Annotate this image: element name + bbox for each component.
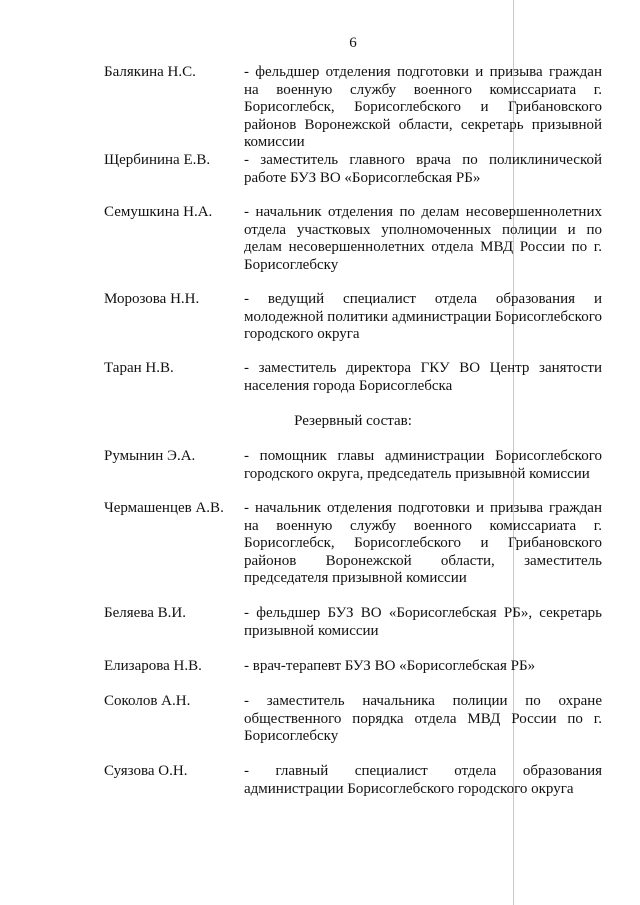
member-name: Беляева В.И. <box>104 605 186 621</box>
member-name: Соколов А.Н. <box>104 693 191 709</box>
member-role: - начальник отделения по делам несовершеннолетних отдела участковых уполномоченных полиции и по делам несовершеннолетних отдела МВД России по г. Борисоглебску <box>244 204 602 273</box>
member-role: - фельдшер отделения подготовки и призыва граждан на военную службу военного комиссариата г. Борисоглебск, Борисоглебского и Грибановского районов Воронежской области, секретарь призывной комиссии <box>244 64 602 150</box>
member-name: Таран Н.В. <box>104 360 174 376</box>
member-role: - врач-терапевт БУЗ ВО «Борисоглебская РБ» <box>244 658 536 674</box>
member-role: - фельдшер БУЗ ВО «Борисоглебская РБ», секретарь призывной комиссии <box>244 605 602 639</box>
member-role: - начальник отделения подготовки и призыва граждан на военную службу военного комиссариата г. Борисоглебск, Борисоглебского и Грибановского районов Воронежской области, заместитель председателя призывной комиссии <box>244 500 602 586</box>
page-number: 6 <box>349 35 357 51</box>
member-name: Балякина Н.С. <box>104 64 196 80</box>
member-name: Румынин Э.А. <box>104 448 196 464</box>
member-role: - заместитель главного врача по поликлинической работе БУЗ ВО «Борисоглебская РБ» <box>244 152 602 186</box>
member-name: Щербинина Е.В. <box>104 152 211 168</box>
member-role: - заместитель директора ГКУ ВО Центр занятости населения города Борисоглебска <box>244 360 602 394</box>
member-name: Елизарова Н.В. <box>104 658 202 674</box>
member-role: - помощник главы администрации Борисоглебского городского округа, председатель призывной комиссии <box>244 448 602 482</box>
member-role: - ведущий специалист отдела образования и молодежной политики администрации Борисоглебского городского округа <box>244 291 602 342</box>
member-name: Чермашенцев А.В. <box>104 500 224 516</box>
member-name: Суязова О.Н. <box>104 763 188 779</box>
member-name: Морозова Н.Н. <box>104 291 200 307</box>
reserve-heading: Резервный состав: <box>294 413 412 429</box>
member-role: - заместитель начальника полиции по охране общественного порядка отдела МВД России по г. Борисоглебску <box>244 693 602 744</box>
member-role: - главный специалист отдела образования администрации Борисоглебского городского округа <box>244 763 602 797</box>
member-name: Семушкина Н.А. <box>104 204 213 220</box>
